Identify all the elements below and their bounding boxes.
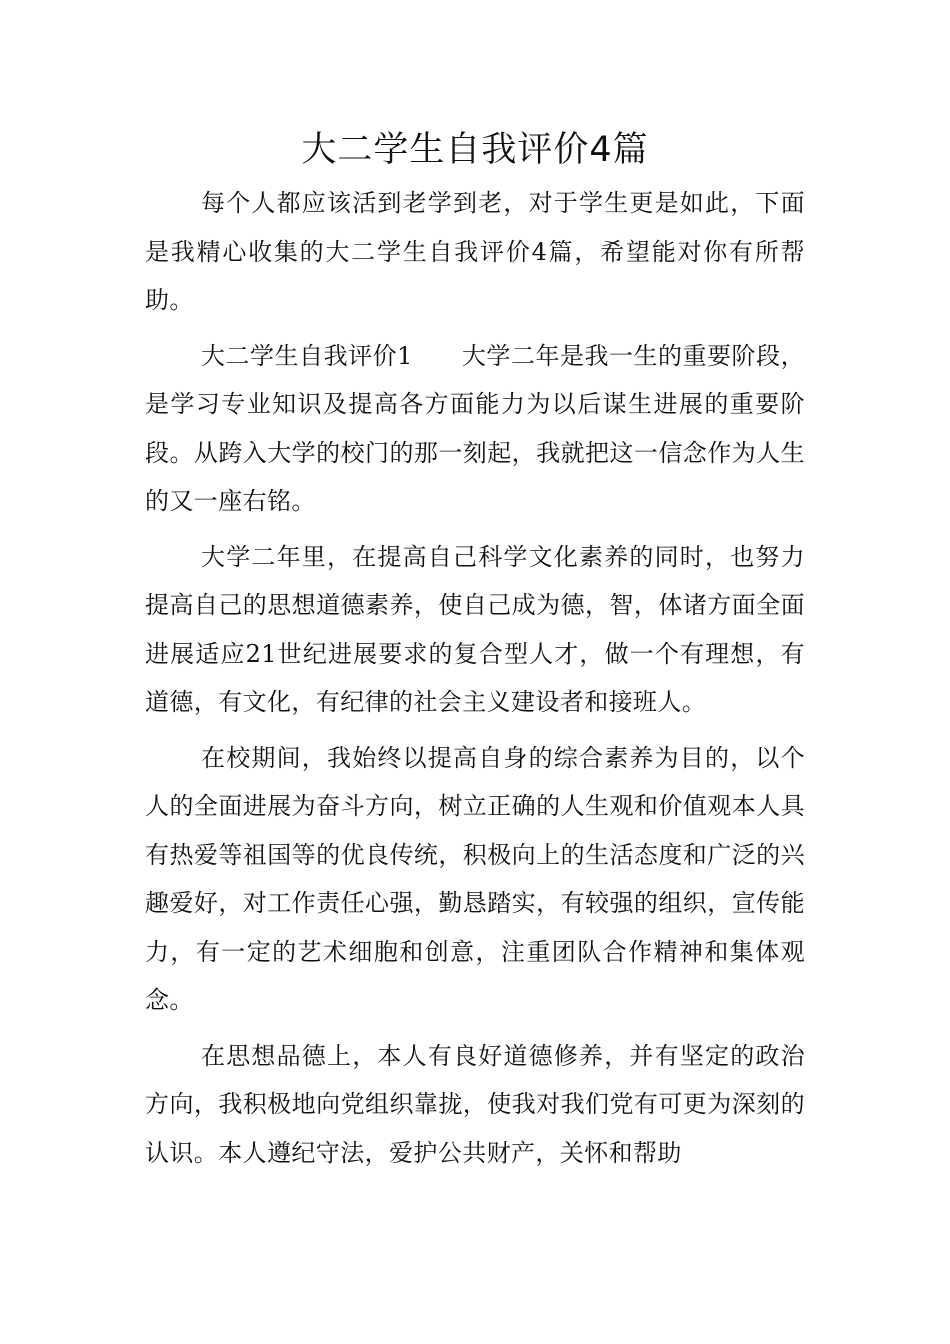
body-paragraph: 大学二年里，在提高自己科学文化素养的同时，也努力提高自己的思想道德素养，使自己成为德，智，体诸方面全面进展适应21世纪进展要求的复合型人才，做一个有理想，有道德，有文化，有纪律的社会主义建设者和接班人。 [145, 542, 805, 716]
body-paragraph: 在校期间，我始终以提高自身的综合素养为目的，以个人的全面进展为奋斗方向，树立正确的人生观和价值观本人具有热爱等祖国等的优良传统，积极向上的生活态度和广泛的兴趣爱好，对工作责任心强，勤恳踏实，有较强的组织，宣传能力，有一定的艺术细胞和创意，注重团队合作精神和集体观念。 [145, 743, 805, 1014]
intro-paragraph: 每个人都应该活到老学到老，对于学生更是如此，下面是我精心收集的大二学生自我评价4篇，希望能对你有所帮助。 [145, 189, 805, 314]
document-title: 大二学生自我评价4篇 [301, 130, 649, 170]
document-body [145, 179, 805, 1177]
body-paragraph: 大二学生自我评价1 大学二年是我一生的重要阶段，是学习专业知识及提高各方面能力为以后谋生进展的重要阶段。从跨入大学的校门的那一刻起，我就把这一信念作为人生的又一座右铭。 [145, 341, 805, 515]
body-paragraph: 在思想品德上，本人有良好道德修养，并有坚定的政治方向，我积极地向党组织靠拢，使我对我们党有可更为深刻的认识。本人遵纪守法，爱护公共财产，关怀和帮助 [145, 1041, 805, 1167]
